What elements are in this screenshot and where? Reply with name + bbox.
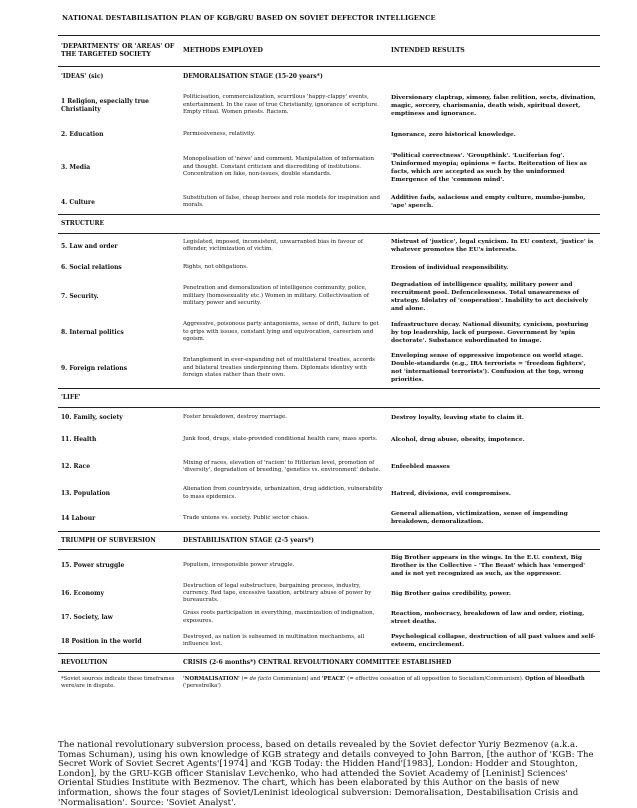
normalisation-text: (= bbox=[239, 676, 250, 683]
result-cell: Destroy loyalty, leaving state to claim it. bbox=[391, 413, 524, 421]
stage-label: DESTABILISATION STAGE (2-5 years*) bbox=[180, 532, 600, 550]
table-row bbox=[58, 191, 600, 215]
table-row bbox=[58, 277, 600, 317]
table-row bbox=[58, 550, 600, 582]
bloodbath-term: Option of bloodbath bbox=[525, 676, 585, 683]
stage-label: CRISIS (2-6 months*) CENTRAL REVOLUTIONARY COMMITTEE ESTABLISHED bbox=[180, 654, 600, 672]
table-row bbox=[58, 349, 600, 389]
section-row-revolution bbox=[58, 654, 600, 672]
area-cell: 4. Culture bbox=[58, 191, 180, 215]
table-row bbox=[58, 630, 600, 654]
method-cell: Substitution of false, cheap heroes and role models for inspiration and morals. bbox=[180, 191, 388, 215]
section-label: REVOLUTION bbox=[58, 654, 180, 672]
table-row bbox=[58, 317, 600, 349]
area-cell: 2. Education bbox=[61, 131, 104, 139]
header-methods: METHODS EMPLOYED bbox=[180, 36, 388, 67]
area-cell: 17. Society, law bbox=[61, 614, 113, 622]
table-row bbox=[58, 506, 600, 532]
result-cell: Additive fads, salacious and empty culture, mumbo-jumbo, 'ape' speech. bbox=[388, 191, 600, 215]
document-title: NATIONAL DESTABILISATION PLAN OF KGB/GRU BASED ON SOVIET DEFECTOR INTELLIGENCE bbox=[62, 14, 436, 22]
section-label: TRIUMPH OF SUBVERSION bbox=[58, 532, 180, 550]
area-cell: 9. Foreign relations bbox=[58, 349, 180, 389]
area-cell: 7. Security. bbox=[61, 292, 99, 300]
method-cell: Entanglement in ever-expanding net of multilateral treaties, accords and bilateral treaties underpinning them. Diplomats identivy with foreign states rather than their own. bbox=[180, 349, 388, 389]
result-cell: Degradation of intelligence quality, military power and recruitment pool. Defencelessness. Total unawareness of strategy. Idolatry of 'cooperation'. Inability to act decisively and alone. bbox=[391, 280, 589, 312]
table-row bbox=[58, 126, 600, 145]
result-cell: Erosion of individual responsibility. bbox=[391, 263, 509, 271]
table-row bbox=[58, 145, 600, 191]
result-cell: Big Brother appears in the wings. In the E.U. context, Big Brother is the Collective – 'The Beast' which has 'emerged' and is not yet recognized as such, as the oppressor. bbox=[391, 553, 586, 577]
result-cell: Psychological collapse, destruction of all past values and self-esteem, encirclement. bbox=[388, 630, 600, 654]
result-cell: Big Brother gains credibility, power. bbox=[391, 589, 511, 597]
area-cell: 1 Religion, especially true Christianity bbox=[61, 98, 149, 113]
result-cell: Enveloping sense of oppressive impotence on world stage. Double-standards (e.g., IRA terrorists = 'freedom fighters', not 'international terrorists'). Confusion at the top, wrong priorities. bbox=[388, 349, 600, 389]
result-cell: Ignorance, zero historical knowledge. bbox=[391, 131, 516, 138]
method-cell: Aggressive, poisonous party antagonisms, sense of drift, failure to get to grips with issues, constant lying and equivocation, careerism and egoism. bbox=[183, 321, 379, 343]
result-cell: Enfeebled masses bbox=[391, 463, 450, 470]
method-cell: Alienation from countryside, urbanization, drug addiction, vulnerability to mass epidemics. bbox=[183, 486, 383, 500]
table-row bbox=[58, 606, 600, 630]
area-cell: 6. Social relations bbox=[61, 263, 122, 271]
document-page bbox=[58, 14, 600, 696]
result-cell: Mistrust of 'justice', legal cynicism. In EU context, 'justice' is whatever promotes the EU's interests. bbox=[391, 238, 594, 254]
area-cell: 13. Population bbox=[61, 489, 111, 497]
section-label: STRUCTURE bbox=[58, 215, 600, 234]
method-cell: Foster breakdown, destroy marriage. bbox=[183, 414, 288, 421]
area-cell: 8. Internal politics bbox=[61, 328, 124, 336]
area-cell: 3. Media bbox=[61, 163, 91, 171]
result-cell: Diversionary claptrap, simony, false relition, sects, divination, magic, sorcery, charismania, death wish, spiritual desert, emptiness and ignorance. bbox=[391, 93, 596, 117]
section-label: 'LIFE' bbox=[58, 389, 600, 408]
area-cell: 16. Economy bbox=[61, 589, 104, 597]
table-row bbox=[58, 408, 600, 428]
stage-label: DEMORALISATION STAGE (15-20 years*) bbox=[183, 72, 323, 80]
method-cell: Politicisation, commercialization, scurrilous 'happy-clappy' events, entertainment. In the case of true Christianity, ignorance of scripture. Empty ritual. Women priests. Racism. bbox=[183, 94, 379, 116]
normalisation-term: 'NORMALISATION' bbox=[183, 676, 240, 683]
method-cell: Monopolisation of 'news' and comment. Manipulation of information and thought. Constant criticism and discrediting of institutions. Concentration on fake, non-issues, double standards. bbox=[183, 156, 375, 178]
header-results: INTENDED RESULTS bbox=[388, 36, 600, 67]
method-cell: Destruction of legal substructure, bargaining process, industry, currency. Red tape, excessive taxation, arbitrary abuse of power by bureaucrats. bbox=[183, 582, 372, 604]
area-cell: 11. Health bbox=[61, 436, 97, 444]
method-cell: Permissiveness, relativity. bbox=[183, 131, 256, 138]
method-cell: Destroyed, as nation is subsumed in multination mechanisms, all influence lost. bbox=[180, 630, 388, 654]
table-header-row bbox=[58, 36, 600, 67]
area-cell: 12. Race bbox=[61, 463, 91, 471]
area-cell: 10. Family, society bbox=[61, 414, 123, 422]
method-cell: Mixing of races, elevation of 'racism' to Hitlerian level, promotion of 'diversity', degradation of breeding, 'genetics vs. environment' debate. bbox=[183, 459, 381, 473]
table-row bbox=[58, 428, 600, 453]
table-row bbox=[58, 234, 600, 259]
result-cell: Reaction, mobocracy, breakdown of law and order, rioting, street deaths. bbox=[391, 609, 585, 625]
area-cell: 18 Position in the world bbox=[58, 630, 180, 654]
table-row bbox=[58, 259, 600, 277]
table-row bbox=[58, 86, 600, 126]
method-cell: Trade unions vs. society. Public sector chaos. bbox=[180, 506, 388, 532]
normalisation-italic: de facto bbox=[249, 676, 272, 683]
section-row-triumph bbox=[58, 532, 600, 550]
result-cell: Hatred, divisions, evil compromises. bbox=[391, 489, 511, 497]
figure-caption: The national revolutionary subversion process, based on details revealed by the Soviet defector Yuriy Bezmenov (a.k.a. Tomas Schuman), using his own knowledge of KGB strategy and details conveyed to John Barron, [the author of 'KGB: The Secret Work of Soviet Secret Agents'[1974] and 'KGB Today: the Hidden Hand'[1983], London: Hodder and Stoughton, London], by the GRU-KGB officer Stanislav Levchenko, who had attended the Soviet Academy of [Leninist] Sciences' Oriental Studies Institute with Bezmenov. The chart, which has been elaborated by this Author on the basis of new information, shows the four stages of Soviet/Leninist ideological subversion: Demoralisation, Destabilisation Crisis and 'Normalisation'. Source: 'Soviet Analyst'. bbox=[58, 740, 594, 808]
area-cell: 14 Labour bbox=[58, 506, 180, 532]
section-row-ideas bbox=[58, 67, 600, 86]
result-cell: 'Political correctness'. 'Groupthink'. 'Luciferian fog'. Uninformed myopia; opinions = facts. Reiteration of lies as facts, which are accepted as such by the uninformed Emergence of the 'common mind'. bbox=[391, 151, 587, 183]
section-label: 'IDEAS' (sic) bbox=[61, 72, 104, 80]
result-cell: Infrastructure decay. National disunity, cynicism, posturing by top leadership, lack of purpose. Government by 'spin doctorate'. Substance subordinated to image. bbox=[391, 320, 589, 344]
subversion-plan-table bbox=[58, 35, 600, 696]
bloodbath-text: ('perestrelka') bbox=[183, 683, 221, 690]
normalisation-text: Communism) and bbox=[271, 676, 322, 683]
table-row bbox=[58, 453, 600, 482]
method-cell: Populism, irresponsible power struggle. bbox=[183, 562, 295, 569]
normalisation-note bbox=[180, 672, 600, 696]
method-cell: Grass roots participation in everything, maximization of indignation, exposures. bbox=[183, 610, 375, 624]
result-cell: Alcohol, drug abuse, obesity, impotence. bbox=[391, 436, 525, 443]
area-cell: 5. Law and order bbox=[61, 242, 118, 250]
method-cell: Junk food, drugs, state-provided conditional health care, mass sports. bbox=[183, 436, 378, 443]
footnote-row bbox=[58, 672, 600, 696]
method-cell: Rights, not obligations. bbox=[183, 263, 248, 270]
table-row bbox=[58, 482, 600, 506]
peace-term: 'PEACE' bbox=[321, 676, 346, 683]
section-row-life bbox=[58, 389, 600, 408]
area-cell: 15. Power struggle bbox=[61, 562, 125, 570]
table-row bbox=[58, 582, 600, 606]
peace-text: (= effective cessation of all opposition to Socialism/Communism). bbox=[345, 676, 526, 683]
result-cell: General alienation, victimization, sense of impending breakdown, demoralization. bbox=[388, 506, 600, 532]
header-areas: 'DEPARTMENTS' OR 'AREAS' OF THE TARGETED SOCIETY bbox=[58, 36, 180, 67]
section-row-structure bbox=[58, 215, 600, 234]
method-cell: Penetration and demoralization of intelligence community, police, military (homosexuality etc.) Women in military. Collectivisation of military power and security. bbox=[183, 285, 369, 307]
timeframe-note: *Soviet sources indicate these timeframes were/are in dispute. bbox=[61, 676, 175, 690]
method-cell: Legislated, imposed, inconsistent, unwarranted bias in favour of offender, victimization of victim. bbox=[183, 238, 363, 253]
